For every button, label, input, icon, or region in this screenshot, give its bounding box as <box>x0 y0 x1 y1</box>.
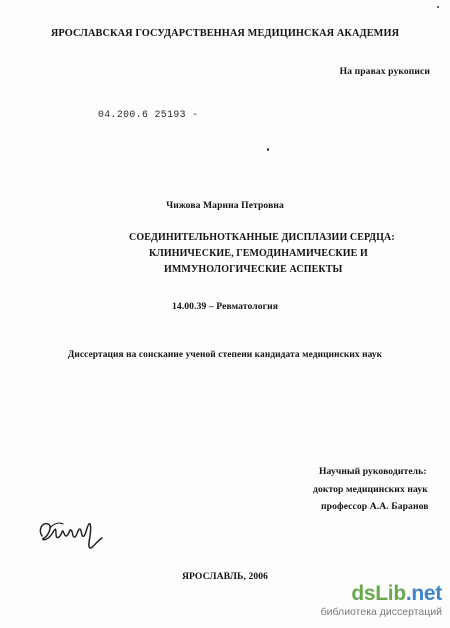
dslib-logo <box>321 583 442 605</box>
scan-speck <box>267 148 269 151</box>
dslib-logo-name: dsLib <box>351 582 406 605</box>
supervisor-name: профессор А.А. Баранов <box>321 501 429 512</box>
thesis-title-line-3: ИММУНОЛОГИЧЕСКИЕ АСПЕКТЫ <box>164 264 343 275</box>
specialty-code: 14.00.39 – Ревматология <box>171 301 278 312</box>
author-name: Чижова Марина Петровна <box>166 200 284 211</box>
institution-heading: ЯРОСЛАВСКАЯ ГОСУДАРСТВЕННАЯ МЕДИЦИНСКАЯ АКАДЕМИЯ <box>50 28 400 39</box>
supervisor-label: Научный руководитель: <box>319 466 427 477</box>
thesis-title-line-1: СОЕДИНИТЕЛЬНОТКАННЫЕ ДИСПЛАЗИИ СЕРДЦА: <box>129 232 395 243</box>
dslib-subtitle: библиотека диссертаций <box>320 606 442 618</box>
scan-speck <box>437 6 439 8</box>
dissertation-type: Диссертация на соискание ученой степени кандидата медицинских наук <box>67 350 383 360</box>
supervisor-degree: доктор медицинских наук <box>313 484 428 495</box>
dslib-watermark <box>321 583 442 618</box>
handwritten-signature-icon <box>36 514 106 550</box>
dslib-logo-domain: .net <box>405 582 442 605</box>
catalog-stamp: 04.200.6 25193 - <box>98 109 199 120</box>
thesis-title-line-2: КЛИНИЧЕСКИЕ, ГЕМОДИНАМИЧЕСКИЕ И <box>149 248 368 259</box>
city-year: ЯРОСЛАВЛЬ, 2006 <box>181 571 269 582</box>
rights-note: На правах рукописи <box>339 66 430 77</box>
